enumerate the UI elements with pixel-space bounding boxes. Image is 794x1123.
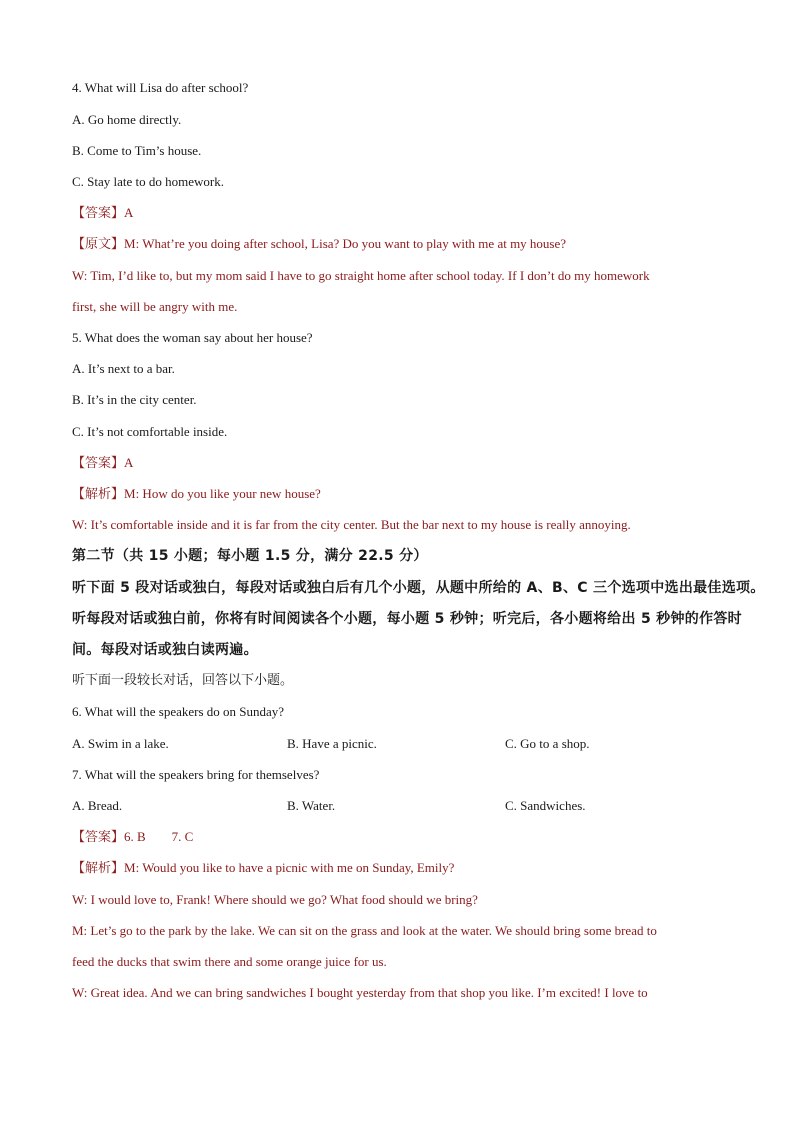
q5-script-line-1 xyxy=(72,486,321,503)
q4-script-line-1 xyxy=(72,236,566,253)
question-7: 7. What will the speakers bring for themselves? xyxy=(72,767,320,782)
section-2-heading: 第二节（共 15 小题；每小题 1.5 分，满分 22.5 分） xyxy=(72,548,428,564)
q5-option-a: A. It’s next to a bar. xyxy=(72,361,175,376)
q67-answer: 6. B 7. C xyxy=(124,829,194,844)
section-2-instruction-2: 听每段对话或独白前，你将有时间阅读各个小题，每小题 5 秒钟；听完后，各小题将给出 5 秒钟的作答时 xyxy=(72,611,742,627)
q4-answer: A xyxy=(124,205,134,220)
q67-script-line-5: W: Great idea. And we can bring sandwiches I bought yesterday from that shop you like. I’m excited! I love to xyxy=(72,985,648,1000)
q4-option-a: A. Go home directly. xyxy=(72,112,182,127)
q5-script-line-2: W: It’s comfortable inside and it is far from the city center. But the bar next to my house is really annoying. xyxy=(72,517,631,532)
analysis-tag: 【解析】 xyxy=(72,487,125,502)
q67-script-line-2: W: I would love to, Frank! Where should we go? What food should we bring? xyxy=(72,892,478,907)
answer-tag: 【答案】 xyxy=(72,830,125,845)
q5-answer: A xyxy=(124,455,134,470)
q7-option-b: B. Water. xyxy=(287,798,336,813)
q67-script-line-4: feed the ducks that swim there and some orange juice for us. xyxy=(72,954,387,969)
q5-option-c: C. It’s not comfortable inside. xyxy=(72,424,228,439)
q4-script-text: M: What’re you doing after school, Lisa? Do you want to play with me at my house? xyxy=(124,236,567,251)
q4-script-line-3: first, she will be angry with me. xyxy=(72,299,238,314)
q4-script-line-2: W: Tim, I’d like to, but my mom said I have to go straight home after school today. If I don’t do my homework xyxy=(72,268,650,283)
transcript-tag: 【原文】 xyxy=(72,237,125,252)
question-4: 4. What will Lisa do after school? xyxy=(72,80,249,95)
q5-option-b: B. It’s in the city center. xyxy=(72,392,197,407)
q67-script-line-1 xyxy=(72,860,454,877)
answer-tag: 【答案】 xyxy=(72,206,125,221)
section-2-instruction-3: 间。每段对话或独白读两遍。 xyxy=(72,642,258,658)
section-2-instruction-1: 听下面 5 段对话或独白，每段对话或独白后有几个小题，从题中所给的 A、B、C 三个选项中选出最佳选项。 xyxy=(72,580,765,596)
q5-script-text: M: How do you like your new house? xyxy=(124,486,321,501)
section-2-sub-instruction: 听下面一段较长对话，回答以下小题。 xyxy=(72,673,294,688)
q6-option-a: A. Swim in a lake. xyxy=(72,736,169,751)
q6-option-b: B. Have a picnic. xyxy=(287,736,377,751)
q4-option-b: B. Come to Tim’s house. xyxy=(72,143,202,158)
analysis-tag: 【解析】 xyxy=(72,861,125,876)
answer-tag: 【答案】 xyxy=(72,456,125,471)
q7-option-a: A. Bread. xyxy=(72,798,123,813)
q4-answer-line xyxy=(72,205,133,222)
question-5: 5. What does the woman say about her house? xyxy=(72,330,313,345)
q67-script-line-3: M: Let’s go to the park by the lake. We can sit on the grass and look at the water. We should bring some bread to xyxy=(72,923,657,938)
q4-option-c: C. Stay late to do homework. xyxy=(72,174,225,189)
q7-option-c: C. Sandwiches. xyxy=(505,798,586,813)
q5-answer-line xyxy=(72,455,133,472)
q67-answer-line xyxy=(72,829,193,846)
question-6: 6. What will the speakers do on Sunday? xyxy=(72,704,285,719)
q6-option-c: C. Go to a shop. xyxy=(505,736,590,751)
q67-script-text: M: Would you like to have a picnic with me on Sunday, Emily? xyxy=(124,860,455,875)
